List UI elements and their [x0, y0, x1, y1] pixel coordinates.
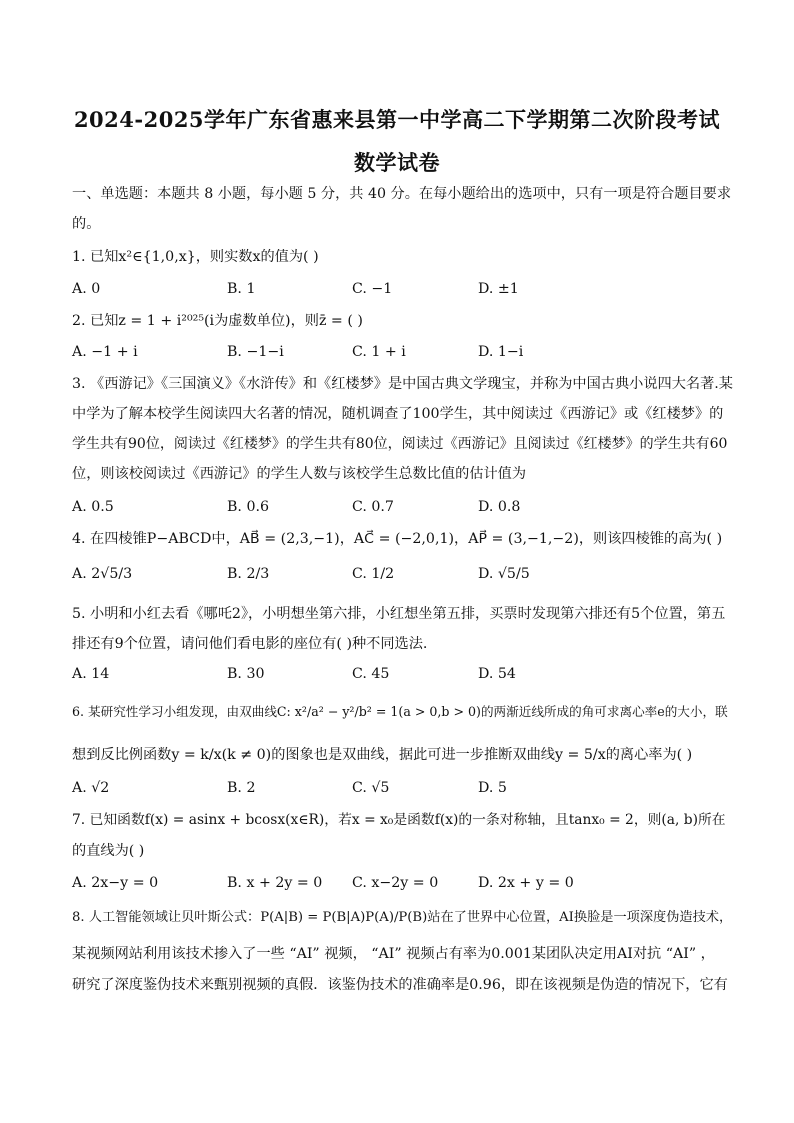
q5-option-d: D. 54 — [478, 666, 516, 682]
q3-option-c: C. 0.7 — [352, 499, 394, 515]
question-2: 2. 已知z = 1 + i²⁰²⁵(i为虚数单位)，则z̄ = ( ) — [72, 313, 363, 329]
q4-option-c: C. 1/2 — [352, 566, 395, 582]
question-8-line-3: 研究了深度鉴伪技术来甄别视频的真假．该鉴伪技术的准确率是0.96，即在该视频是伪造的情况下，它有 — [72, 977, 728, 993]
q6-option-b: B. 2 — [227, 780, 256, 796]
q2-option-d: D. 1−i — [478, 344, 524, 360]
q7-option-b: B. x + 2y = 0 — [227, 875, 323, 891]
question-8-line-1: 8. 人工智能领域让贝叶斯公式：P(A|B) = P(B|A)P(A)/P(B)站在了世界中心位置，AI换脸是一项深度伪造技术， — [72, 910, 733, 925]
section-instruction-cont: 的。 — [72, 216, 101, 232]
q3-option-b: B. 0.6 — [227, 499, 270, 515]
q1-option-d: D. ±1 — [478, 281, 519, 297]
exam-title: 2024-2025学年广东省惠来县第一中学高二下学期第二次阶段考试 — [73, 107, 721, 132]
question-3-line-2: 中学为了解本校学生阅读四大名著的情况，随机调查了100学生，其中阅读过《西游记》或《红楼梦》的 — [72, 406, 724, 422]
q1-option-b: B. 1 — [227, 281, 256, 297]
q7-option-d: D. 2x + y = 0 — [478, 875, 574, 891]
question-3-line-3: 学生共有90位，阅读过《红楼梦》的学生共有80位，阅读过《西游记》且阅读过《红楼梦》的学生共有60 — [72, 436, 728, 452]
q2-option-a: A. −1 + i — [72, 344, 138, 360]
exam-subtitle: 数学试卷 — [354, 150, 440, 175]
q4-option-d: D. √5/5 — [478, 566, 530, 582]
q6-option-a: A. √2 — [72, 780, 110, 796]
q1-option-a: A. 0 — [72, 281, 101, 297]
q3-option-d: D. 0.8 — [478, 499, 521, 515]
q6-option-d: D. 5 — [478, 780, 507, 796]
q5-option-c: C. 45 — [352, 666, 390, 682]
question-4: 4. 在四棱锥P−ABCD中，AB⃗ = (2,3,−1)，AC⃗ = (−2,0,1)，AP⃗ = (3,−1,−2)，则该四棱锥的高为( ) — [72, 531, 723, 547]
question-3-line-1: 3. 《西游记》《三国演义》《水浒传》和《红楼梦》是中国古典文学瑰宝，并称为中国古典小说四大名著.某 — [72, 376, 733, 392]
question-7-line-1: 7. 已知函数f(x) = asinx + bcosx(x∈R)，若x = x₀是函数f(x)的一条对称轴，且tanx₀ = 2，则(a, b)所在 — [72, 812, 726, 828]
q4-option-a: A. 2√5/3 — [72, 566, 133, 582]
question-6-line-1: 6. 某研究性学习小组发现，由双曲线C: x²/a² − y²/b² = 1(a > 0,b > 0)的两渐近线所成的角可求离心率e的大小，联 — [72, 704, 728, 719]
question-5-line-1: 5. 小明和小红去看《哪吒2》，小明想坐第六排，小红想坐第五排，买票时发现第六排还有5个位置，第五 — [72, 606, 726, 622]
question-8-line-2: 某视频网站利用该技术掺入了一些 “AI” 视频， “AI” 视频占有率为0.001某团队决定用AI对抗 “AI” ， — [72, 946, 715, 962]
q7-option-a: A. 2x−y = 0 — [72, 875, 159, 891]
question-3-line-4: 位，则该校阅读过《西游记》的学生人数与该校学生总数比值的估计值为 — [72, 466, 527, 482]
q5-option-a: A. 14 — [72, 666, 110, 682]
q7-option-c: C. x−2y = 0 — [352, 875, 439, 891]
q2-option-c: C. 1 + i — [352, 344, 406, 360]
q5-option-b: B. 30 — [227, 666, 265, 682]
q6-option-c: C. √5 — [352, 780, 390, 796]
q4-option-b: B. 2/3 — [227, 566, 270, 582]
question-5-line-2: 排还有9个位置，请问他们看电影的座位有( )种不同选法. — [72, 636, 428, 652]
question-6-line-2: 想到反比例函数y = k/x(k ≠ 0)的图象也是双曲线，据此可进一步推断双曲线y = 5/x的离心率为( ) — [72, 747, 693, 763]
section-instruction: 一、单选题：本题共 8 小题，每小题 5 分，共 40 分。在每小题给出的选项中，只有一项是符合题目要求 — [72, 186, 732, 202]
q2-option-b: B. −1−i — [227, 344, 284, 360]
question-7-line-2: 的直线为( ) — [72, 843, 145, 859]
question-1: 1. 已知x²∈{1,0,x}，则实数x的值为( ) — [72, 249, 319, 265]
q1-option-c: C. −1 — [352, 281, 393, 297]
q3-option-a: A. 0.5 — [72, 499, 114, 515]
